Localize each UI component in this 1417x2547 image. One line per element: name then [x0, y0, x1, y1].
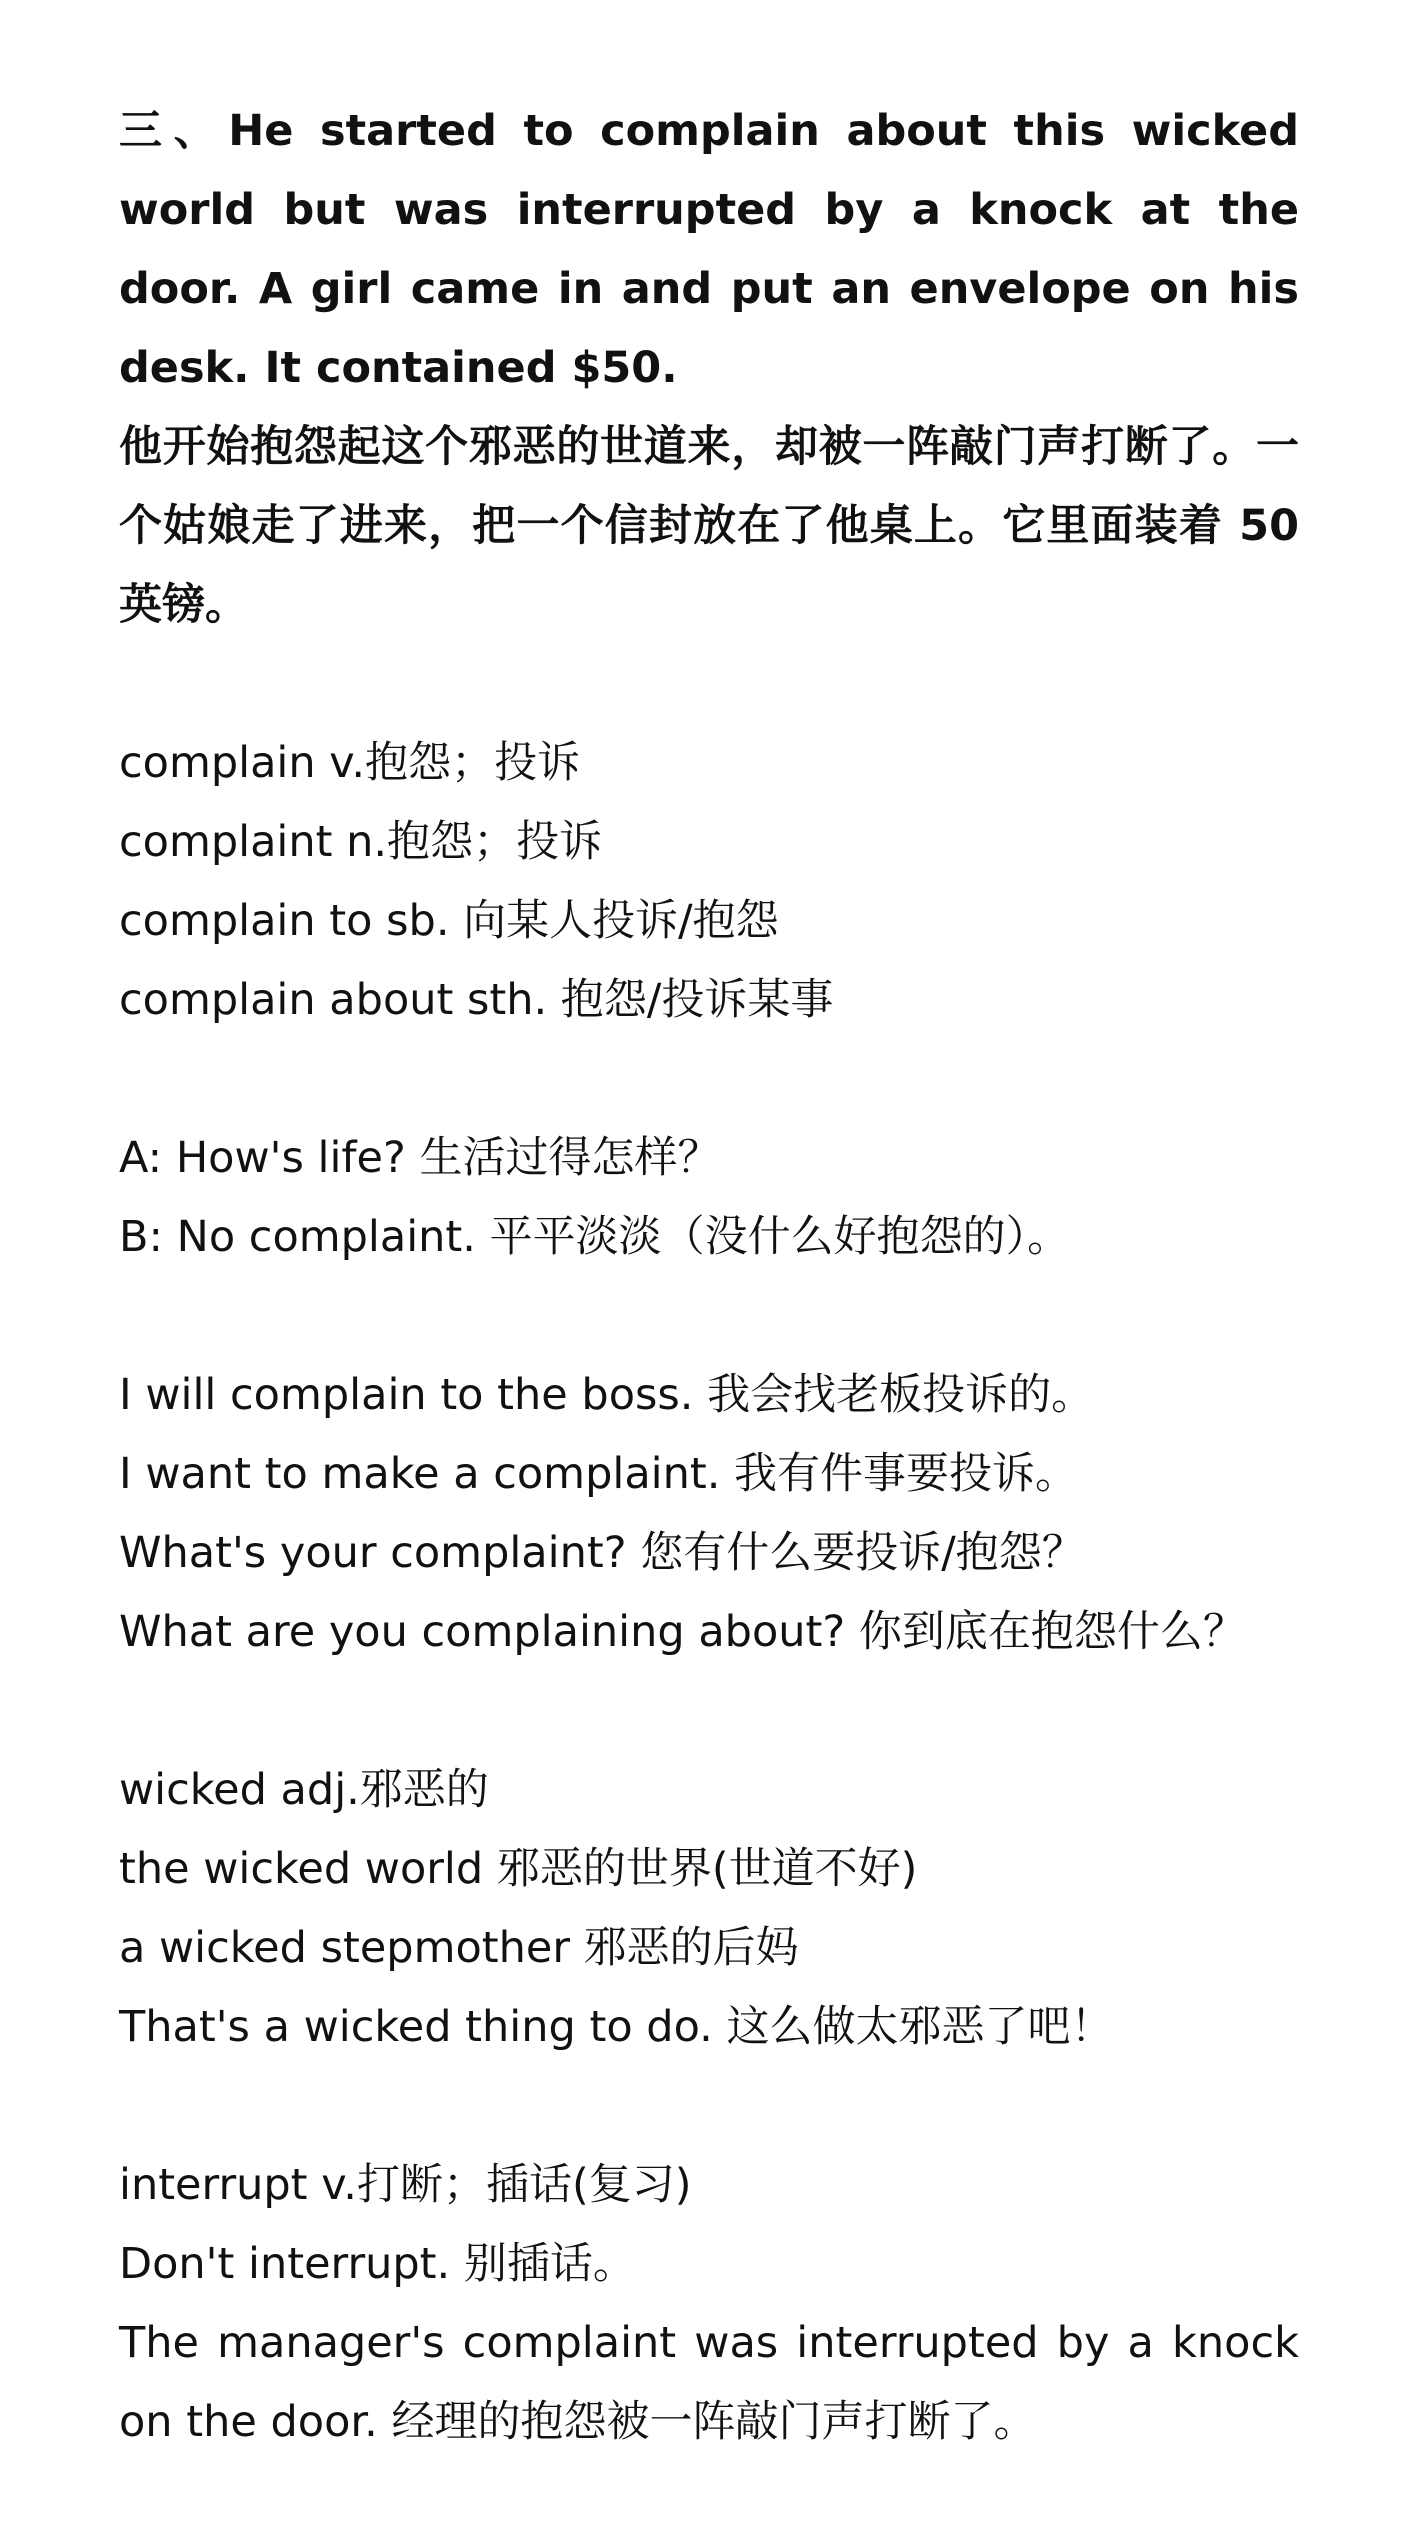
section-interrupt: [119, 2146, 1299, 2462]
section-complain-examples: [119, 1356, 1299, 1672]
vocab-line: complaint n.抱怨；投诉: [119, 817, 603, 867]
example-line: What's your complaint? 您有什么要投诉/抱怨？: [119, 1528, 1085, 1578]
heading-english: 三、He started to complain about this wicked world but was interrupted by a knock at the door. A girl came in and put an envelope on his desk. It contained $50.: [119, 106, 1299, 393]
vocab-line: wicked adj.邪恶的: [119, 1765, 489, 1815]
spacer: [119, 1040, 1299, 1119]
vocab-line: complain v.抱怨；投诉: [119, 738, 581, 788]
spacer: [119, 1672, 1299, 1751]
dialogue-line: A: How's life? 生活过得怎样？: [119, 1133, 721, 1183]
section-dialogue: [119, 1119, 1299, 1277]
example-line: the wicked world 邪恶的世界(世道不好): [119, 1844, 918, 1894]
heading-chinese: 他开始抱怨起这个邪恶的世道来，却被一阵敲门声打断了。一个姑娘走了进来，把一个信封放在了他桌上。它里面装着 50 英镑。: [119, 422, 1299, 630]
example-line: The manager's complaint was interrupted by a knock on the door. 经理的抱怨被一阵敲门声打断了。: [119, 2318, 1299, 2447]
example-line: What are you complaining about? 你到底在抱怨什么？: [119, 1607, 1246, 1657]
vocab-line: complain to sb. 向某人投诉/抱怨: [119, 896, 779, 946]
document-page: [119, 92, 1299, 2462]
dialogue-line: B: No complaint. 平平淡淡（没什么好抱怨的）。: [119, 1212, 1071, 1262]
spacer: [119, 645, 1299, 724]
section-wicked: [119, 1751, 1299, 2067]
vocab-line: interrupt v.打断；插话(复习): [119, 2160, 692, 2210]
section-complain-vocab: [119, 724, 1299, 1040]
vocab-line: complain about sth. 抱怨/投诉某事: [119, 975, 834, 1025]
example-line: That's a wicked thing to do. 这么做太邪恶了吧！: [119, 2002, 1114, 2052]
spacer: [119, 1277, 1299, 1356]
example-line: Don't interrupt. 别插话。: [119, 2239, 636, 2289]
example-line: I will complain to the boss. 我会找老板投诉的。: [119, 1370, 1095, 1420]
spacer: [119, 2067, 1299, 2146]
example-line: I want to make a complaint. 我有件事要投诉。: [119, 1449, 1079, 1499]
example-line: a wicked stepmother 邪恶的后妈: [119, 1923, 799, 1973]
